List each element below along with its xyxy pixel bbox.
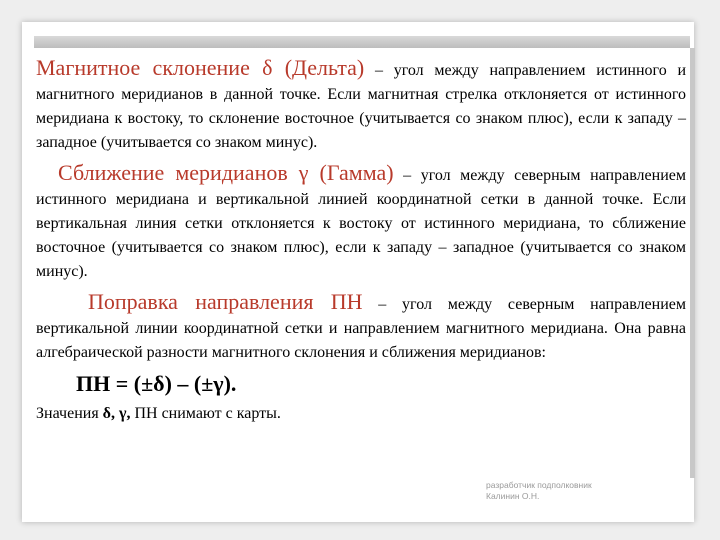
author-credit [486, 480, 592, 502]
note-suffix: ПН снимают с карты. [130, 405, 281, 422]
slide-content [36, 56, 686, 425]
direction-correction-heading: Поправка направления ПН [88, 289, 363, 314]
magnetic-declination-heading: Магнитное склонение δ (Дельта) [36, 55, 365, 80]
slide-header-bar [34, 36, 690, 48]
meridian-convergence-text: – угол между северным направлением истинного меридиана и вертикальной линией координатной сетки в данной точке. Если вертикальная линия сетки отклоняется к востоку от истинного меридиана, то сближение восточное (учитывается со знаком плюс), если к западу – западное (учитывается со знаком минус). [36, 167, 686, 280]
note-prefix: Значения [36, 405, 103, 422]
correction-formula: ПН = (±δ) – (±γ). [76, 371, 237, 396]
direction-correction-text: – угол между северным направлением вертикальной линии координатной сетки и направлением магнитного меридиана. Она равна алгебраической разности магнитного склонения и сближения меридианов: [36, 296, 686, 361]
direction-correction-paragraph [36, 290, 686, 365]
note-bold-symbols: δ, γ, [102, 405, 131, 422]
meridian-convergence-paragraph [36, 161, 686, 284]
map-values-note [36, 403, 686, 425]
slide-right-rule [690, 48, 695, 478]
magnetic-declination-paragraph [36, 56, 686, 155]
magnetic-declination-text: – угол между направлением истинного и магнитного меридианов в данной точке. Если магнитная стрелка отклоняется от истинного меридиана к востоку, то склонение восточное (учитывается со знаком плюс), если к западу – западное (учитывается со знаком минус). [36, 62, 687, 151]
meridian-convergence-heading: Сближение меридианов γ (Гамма) [58, 160, 394, 185]
author-credit-line1: разработчик подполковник [486, 480, 592, 490]
author-credit-line2: Калинин О.Н. [486, 491, 540, 501]
